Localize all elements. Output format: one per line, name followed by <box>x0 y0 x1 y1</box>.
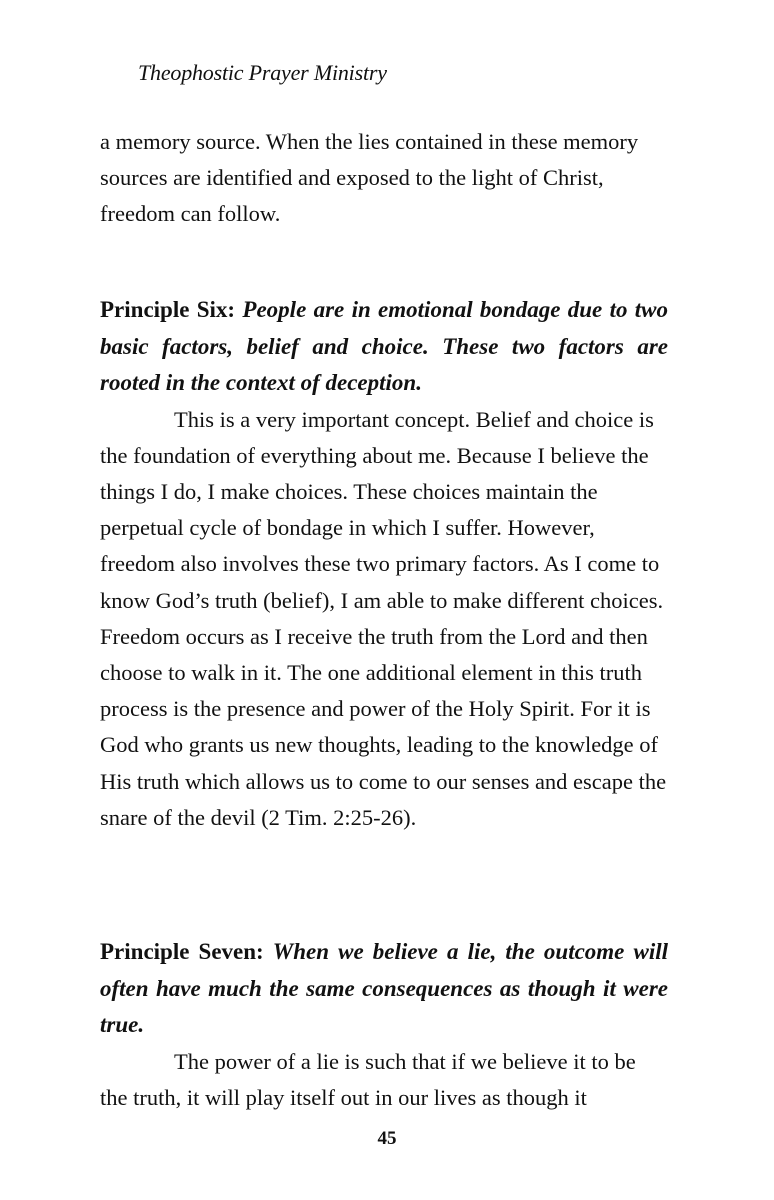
principle-seven-section <box>100 934 668 1116</box>
principle-seven-body: The power of a lie is such that if we believe it to be the truth, it will play itself out in our lives as though it <box>100 1048 636 1110</box>
continuation-text: a memory source. When the lies contained in these memory sources are identified and exposed to the light of Christ, freedom can follow. <box>100 129 639 227</box>
principle-seven-label: Principle Seven: <box>100 939 264 964</box>
page-number: 45 <box>377 1128 397 1149</box>
principle-six-statement: People are in emotional bondage due to two basic factors, belief and choice. These two factors are rooted in the context of deception. <box>100 297 669 395</box>
principle-six-body: This is a very important concept. Belief and choice is the foundation of everything about me. Because I believe the things I do, I make choices. These choices maintain the perpetual cycle of bondage in which I suffer. However, freedom also involves these two primary factors. As I come to know God’s truth (belief), I am able to make different choices. Freedom occurs as I receive the truth from the Lord and then choose to walk in it. The one additional element in this truth process is the presence and power of the Holy Spirit. For it is God who grants us new thoughts, leading to the knowledge of His truth which allows us to come to our senses and escape the snare of the devil (2 Tim. 2:25-26). <box>100 406 667 830</box>
continuation-paragraph <box>100 124 668 233</box>
principle-six-heading <box>100 292 668 402</box>
principle-six-label: Principle Six: <box>100 297 236 322</box>
running-head: Theophostic Prayer Ministry <box>138 60 387 85</box>
principle-seven-heading <box>100 934 668 1044</box>
principle-seven-statement: When we believe a lie, the outcome will often have much the same consequences as though it were true. <box>100 939 668 1037</box>
principle-six-section <box>100 292 668 836</box>
